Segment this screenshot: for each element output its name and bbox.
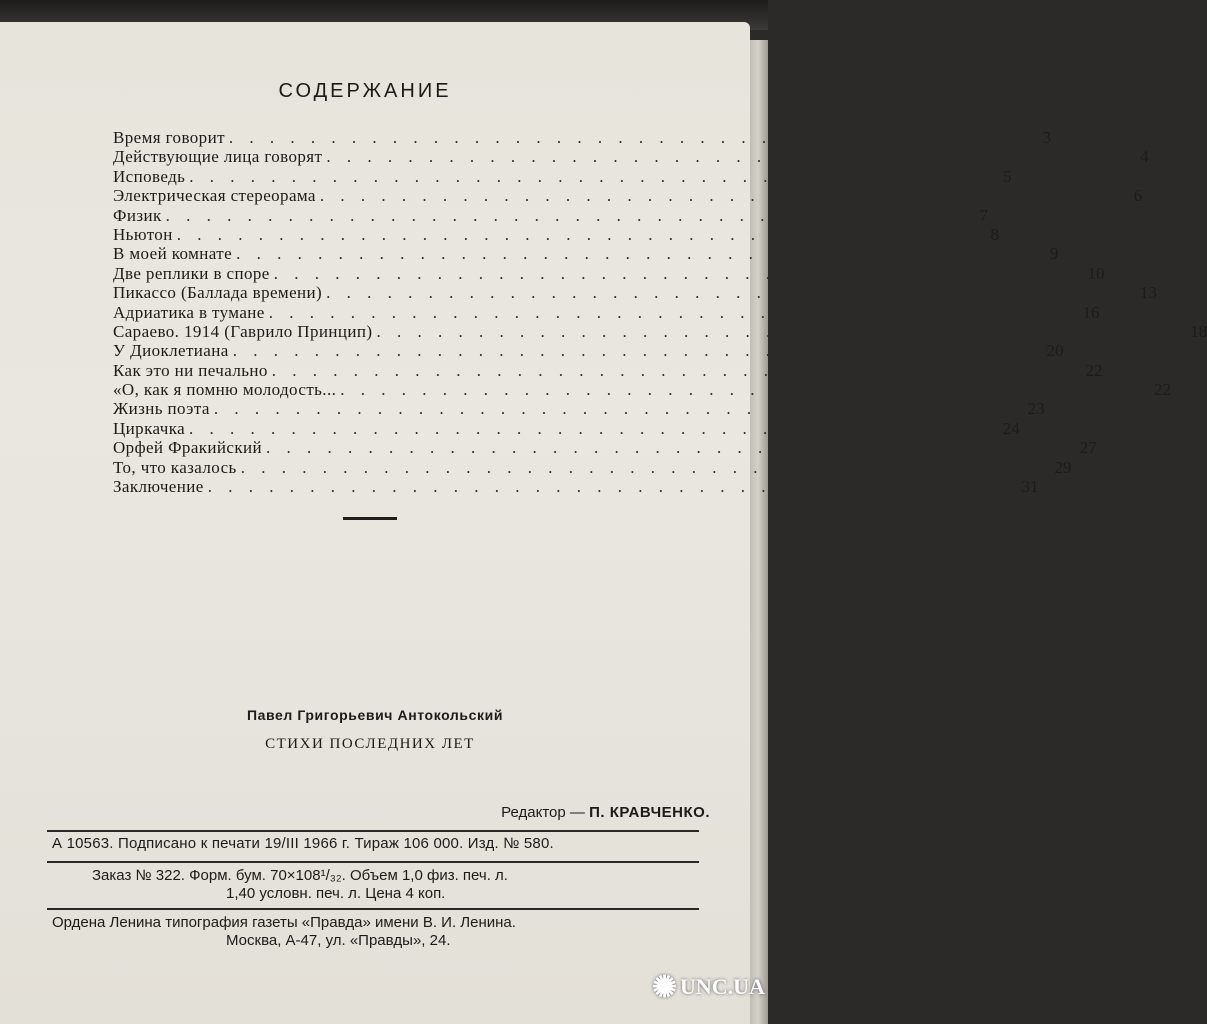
toc-entry-page: 10 bbox=[1087, 263, 1105, 283]
toc-entry-title: Электрическая стереорама bbox=[113, 186, 316, 206]
toc-entry-title: Время говорит bbox=[113, 128, 225, 147]
toc-leader-dots: . . . . . . . . . . . . . . . . . . . . . . . . . . . . . . . . . . . . . . . . bbox=[326, 283, 1136, 303]
toc-entry-page: 27 bbox=[1079, 438, 1097, 458]
star-burst-icon: ✺ bbox=[652, 971, 678, 1004]
toc-entry bbox=[113, 360, 1103, 380]
book-title: СТИХИ ПОСЛЕДНИХ ЛЕТ bbox=[265, 736, 475, 752]
toc-entry-page: 6 bbox=[1133, 186, 1143, 206]
toc-entry-title: «О, как я помню молодость... bbox=[113, 380, 337, 400]
toc-entry-page: 22 bbox=[1154, 380, 1172, 400]
toc-leader-dots: . . . . . . . . . . . . . . . . . . . . . . . . . . . . . . . . . . . . . . . . bbox=[213, 399, 1024, 419]
toc-leader-dots: . . . . . . . . . . . . . . . . . . . . . . . . . . . . . . . . . . . . . . . . bbox=[240, 457, 1051, 477]
toc-entry-page: 9 bbox=[1049, 244, 1059, 264]
imprint-line-order: Заказ № 322. Форм. бум. 70×108¹/₃₂. Объем 1,0 физ. печ. л. bbox=[92, 867, 508, 884]
toc-entry bbox=[113, 166, 1012, 186]
toc-entry-page: 23 bbox=[1027, 399, 1045, 419]
toc-leader-dots: . . . . . . . . . . . . . . . . . . . . . . . . . . . . . . . . . . . . . . . . bbox=[340, 380, 1151, 400]
toc-entry bbox=[113, 283, 1157, 303]
toc-entry bbox=[113, 418, 1020, 438]
toc-leader-dots: . . . . . . . . . . . . . . . . . . . . . . . . . . . . . . . . . . . . . . . . bbox=[189, 418, 999, 438]
editor-credit bbox=[501, 804, 710, 821]
imprint-line-price: 1,40 условн. печ. л. Цена 4 коп. bbox=[226, 885, 446, 902]
toc-entry-title: В моей комнате bbox=[113, 244, 233, 264]
toc-entry-title: Заключение bbox=[113, 477, 204, 497]
imprint-line-printer: Ордена Ленина типография газеты «Правда» имени В. И. Ленина. bbox=[52, 914, 516, 931]
toc-leader-dots: . . . . . . . . . . . . . . . . . . . . . . . . . . . . . . . . . . . . . . . . bbox=[228, 128, 1039, 147]
toc-entry-title: Физик bbox=[113, 205, 162, 225]
toc-entry bbox=[113, 147, 1149, 167]
toc-entry bbox=[113, 477, 1039, 497]
toc-leader-dots: . . . . . . . . . . . . . . . . . . . . . . . . . . . . . . . . . . . . . . . . bbox=[268, 302, 1079, 322]
toc-entry bbox=[113, 321, 1207, 341]
toc-entry bbox=[113, 438, 1097, 458]
toc-entry-title: Как это ни печально bbox=[113, 360, 268, 380]
toc-leader-dots: . . . . . . . . . . . . . . . . . . . . . . . . . . . . . . . . . . . . . . . . bbox=[165, 205, 976, 225]
toc-entry-title: Сараево. 1914 (Гаврило Принцип) bbox=[113, 321, 373, 341]
toc-heading: СОДЕРЖАНИЕ bbox=[278, 80, 452, 102]
toc-entry bbox=[113, 302, 1100, 322]
toc-entry-page: 18 bbox=[1190, 321, 1207, 341]
watermark-text: UNC.UA bbox=[680, 974, 765, 999]
toc-leader-dots: . . . . . . . . . . . . . . . . . . . . . . . . . . . . . . . . . . . . . . . . bbox=[266, 438, 1076, 458]
toc-entry bbox=[113, 205, 988, 225]
toc-entry-page: 3 bbox=[1042, 128, 1052, 147]
editor-name: П. КРАВЧЕНКО. bbox=[589, 804, 710, 821]
toc-leader-dots: . . . . . . . . . . . . . . . . . . . . . . . . . . . . . . . . . . . . . . . . bbox=[376, 321, 1187, 341]
toc-entry-title: Ньютон bbox=[113, 224, 173, 244]
toc-leader-dots: . . . . . . . . . . . . . . . . . . . . . . . . . . . . . . . . . . . . . . . . bbox=[326, 147, 1137, 167]
toc-entry bbox=[113, 224, 999, 244]
toc-entry bbox=[113, 399, 1045, 419]
toc-leader-dots: . . . . . . . . . . . . . . . . . . . . . . . . . . . . . . . . . . . . . . . . bbox=[273, 263, 1084, 283]
toc-entry bbox=[113, 128, 1052, 147]
toc-entry-title: Исповедь bbox=[113, 166, 186, 186]
toc-entry-page: 7 bbox=[979, 205, 988, 225]
toc-entry-page: 5 bbox=[1003, 166, 1012, 186]
toc-entry bbox=[113, 186, 1143, 206]
toc-entry-page: 24 bbox=[1002, 418, 1020, 438]
author-name: Павел Григорьевич Антокольский bbox=[246, 707, 504, 723]
toc-entry-page: 20 bbox=[1046, 341, 1064, 361]
toc-entry-title: У Диоклетиана bbox=[113, 341, 229, 361]
toc-entry-page: 31 bbox=[1021, 477, 1039, 497]
toc-leader-dots: . . . . . . . . . . . . . . . . . . . . . . . . . . . . . . . . . . . . . . . . bbox=[271, 360, 1082, 380]
imprint-line-address: Москва, А-47, ул. «Правды», 24. bbox=[226, 932, 451, 949]
section-divider bbox=[343, 517, 397, 520]
toc-entry-title: То, что казалось bbox=[113, 457, 237, 477]
toc-entry bbox=[113, 244, 1059, 264]
toc-entry bbox=[113, 341, 1064, 361]
divider-line bbox=[47, 830, 699, 832]
toc-entry-title: Жизнь поэта bbox=[113, 399, 210, 419]
toc-entry-page: 13 bbox=[1139, 283, 1157, 303]
toc-entry-page: 4 bbox=[1140, 147, 1149, 167]
imprint-line-signed: А 10563. Подписано к печати 19/III 1966 г. Тираж 106 000. Изд. № 580. bbox=[52, 835, 554, 852]
toc-leader-dots: . . . . . . . . . . . . . . . . . . . . . . . . . . . . . . . . . . . . . . . . bbox=[319, 186, 1130, 206]
toc-entry-title: Действующие лица говорят bbox=[113, 147, 323, 167]
toc-entry-title: Две реплики в споре bbox=[113, 263, 270, 283]
toc-entry-page: 22 bbox=[1085, 360, 1103, 380]
divider-line bbox=[47, 908, 699, 910]
toc-entry bbox=[113, 263, 1105, 283]
site-watermark bbox=[652, 968, 765, 1008]
toc-entry-page: 8 bbox=[990, 224, 999, 244]
toc-entry bbox=[113, 380, 1172, 400]
toc-leader-dots: . . . . . . . . . . . . . . . . . . . . . . . . . . . . . . . . . . . . . . . . bbox=[189, 166, 1000, 186]
toc-leader-dots: . . . . . . . . . . . . . . . . . . . . . . . . . . . . . . . . . . . . . . . . bbox=[232, 341, 1043, 361]
toc-entry-title: Орфей Фракийский bbox=[113, 438, 263, 458]
toc-entry-title: Адриатика в тумане bbox=[113, 302, 265, 322]
toc-entry-title: Циркачка bbox=[113, 418, 186, 438]
table-of-contents bbox=[113, 128, 1207, 497]
toc-entry-page: 29 bbox=[1054, 457, 1072, 477]
toc-leader-dots: . . . . . . . . . . . . . . . . . . . . . . . . . . . . . . . . . . . . . . . . bbox=[236, 244, 1046, 264]
toc-leader-dots: . . . . . . . . . . . . . . . . . . . . . . . . . . . . . . . . . . . . . . . . bbox=[176, 224, 987, 244]
editor-label: Редактор — bbox=[501, 804, 585, 821]
divider-line bbox=[47, 861, 699, 863]
toc-entry-title: Пикассо (Баллада времени) bbox=[113, 283, 323, 303]
toc-entry bbox=[113, 457, 1072, 477]
toc-entry-page: 16 bbox=[1082, 302, 1100, 322]
toc-leader-dots: . . . . . . . . . . . . . . . . . . . . . . . . . . . . . . . . . . . . . . . . bbox=[207, 477, 1018, 497]
